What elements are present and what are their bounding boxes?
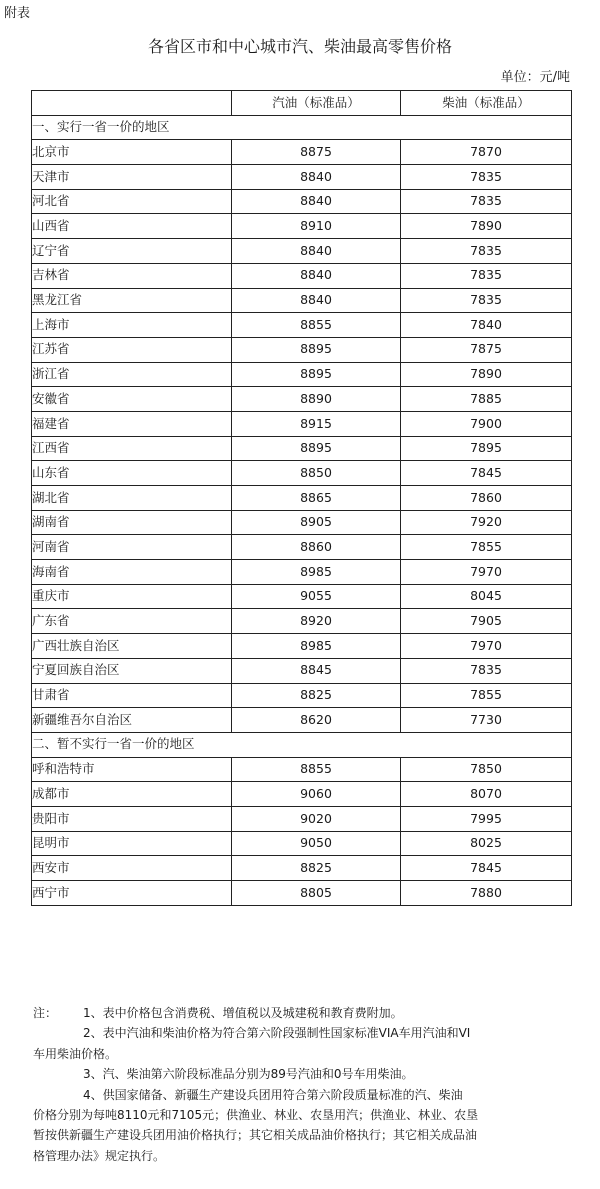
table-row [32,436,572,461]
table-row [32,683,572,708]
price-table [31,90,572,906]
region-cell: 西安市 [32,856,232,881]
region-cell: 吉林省 [32,263,232,288]
table-row [32,189,572,214]
table-row [32,461,572,486]
table-row [32,313,572,338]
region-cell: 江苏省 [32,337,232,362]
table-row [32,881,572,906]
gasoline-price-cell: 8825 [232,856,401,881]
diesel-price-cell: 7835 [401,263,572,288]
note-line: 格管理办法》规定执行。 [33,1148,166,1163]
page-title: 各省区市和中心城市汽、柴油最高零售价格 [147,37,452,56]
region-cell: 天津市 [32,165,232,190]
gasoline-price-cell: 8850 [232,461,401,486]
diesel-price-cell: 7835 [401,658,572,683]
diesel-price-cell: 7890 [401,362,572,387]
gasoline-price-cell: 8875 [232,140,401,165]
diesel-price-cell: 7860 [401,486,572,511]
gasoline-price-cell: 8890 [232,387,401,412]
region-cell: 江西省 [32,436,232,461]
section-label: 二、暂不实行一省一价的地区 [32,732,572,757]
gasoline-price-cell: 8840 [232,239,401,264]
header-gasoline: 汽油（标准品） [232,91,401,116]
table-row [32,806,572,831]
region-cell: 广东省 [32,609,232,634]
table-row [32,708,572,733]
gasoline-price-cell: 9050 [232,831,401,856]
gasoline-price-cell: 8620 [232,708,401,733]
gasoline-price-cell: 8895 [232,362,401,387]
diesel-price-cell: 7845 [401,461,572,486]
note-line: 3、汽、柴油第六阶段标准品分别为89号汽油和0号车用柴油。 [83,1067,414,1082]
note-text: 1、表中价格包含消费税、增值税以及城建税和教育费附加。 [83,1006,403,1020]
diesel-price-cell: 8025 [401,831,572,856]
region-cell: 浙江省 [32,362,232,387]
table-row [32,362,572,387]
diesel-price-cell: 7870 [401,140,572,165]
table-row [32,486,572,511]
region-cell: 湖南省 [32,510,232,535]
attachment-label: 附表 [4,6,31,21]
section-row [32,732,572,757]
gasoline-price-cell: 8845 [232,658,401,683]
region-cell: 贵阳市 [32,806,232,831]
diesel-price-cell: 7995 [401,806,572,831]
gasoline-price-cell: 8895 [232,337,401,362]
gasoline-price-cell: 8840 [232,189,401,214]
table-header-row [32,91,572,116]
table-row [32,214,572,239]
table-row [32,584,572,609]
table-row [32,510,572,535]
note-line: 暂按供新疆生产建设兵团用油价格执行；其它相关成品油价格执行；其它相关成品油 [33,1128,478,1143]
diesel-price-cell: 7895 [401,436,572,461]
region-cell: 黑龙江省 [32,288,232,313]
table-row [32,140,572,165]
region-cell: 河南省 [32,535,232,560]
gasoline-price-cell: 8905 [232,510,401,535]
table-row [32,560,572,585]
diesel-price-cell: 7900 [401,411,572,436]
table-row [32,782,572,807]
region-cell: 山西省 [32,214,232,239]
gasoline-price-cell: 9060 [232,782,401,807]
gasoline-price-cell: 8895 [232,436,401,461]
table-row [32,757,572,782]
table-row [32,831,572,856]
diesel-price-cell: 7855 [401,683,572,708]
region-cell: 宁夏回族自治区 [32,658,232,683]
diesel-price-cell: 7835 [401,288,572,313]
section-label: 一、实行一省一价的地区 [32,115,572,140]
diesel-price-cell: 7905 [401,609,572,634]
table-row [32,411,572,436]
region-cell: 海南省 [32,560,232,585]
region-cell: 广西壮族自治区 [32,634,232,659]
gasoline-price-cell: 8805 [232,881,401,906]
gasoline-price-cell: 8915 [232,411,401,436]
gasoline-price-cell: 8840 [232,288,401,313]
table-row [32,634,572,659]
diesel-price-cell: 7840 [401,313,572,338]
table-row [32,239,572,264]
diesel-price-cell: 7885 [401,387,572,412]
table-row [32,856,572,881]
section-row [32,115,572,140]
diesel-price-cell: 7855 [401,535,572,560]
gasoline-price-cell: 8840 [232,263,401,288]
diesel-price-cell: 8045 [401,584,572,609]
table-row [32,263,572,288]
region-cell: 昆明市 [32,831,232,856]
region-cell: 安徽省 [32,387,232,412]
region-cell: 重庆市 [32,584,232,609]
gasoline-price-cell: 8855 [232,313,401,338]
table-row [32,658,572,683]
note-line: 2、表中汽油和柴油价格为符合第六阶段强制性国家标准VIA车用汽油和VI [83,1026,471,1041]
header-diesel: 柴油（标准品） [401,91,572,116]
region-cell: 辽宁省 [32,239,232,264]
diesel-price-cell: 7730 [401,708,572,733]
table-row [32,288,572,313]
diesel-price-cell: 7835 [401,239,572,264]
note-line [33,1003,573,1023]
note-line: 车用柴油价格。 [33,1046,118,1061]
gasoline-price-cell: 8840 [232,165,401,190]
region-cell: 北京市 [32,140,232,165]
notes [33,1003,573,1166]
header-region [32,91,232,116]
price-table-body [32,91,572,906]
unit-label: 单位：元/吨 [500,70,570,85]
diesel-price-cell: 7835 [401,189,572,214]
diesel-price-cell: 7845 [401,856,572,881]
diesel-price-cell: 7890 [401,214,572,239]
region-cell: 湖北省 [32,486,232,511]
note-line: 4、供国家储备、新疆生产建设兵团用符合第六阶段质量标准的汽、柴油 [83,1087,463,1102]
diesel-price-cell: 7835 [401,165,572,190]
gasoline-price-cell: 8825 [232,683,401,708]
diesel-price-cell: 7970 [401,634,572,659]
region-cell: 河北省 [32,189,232,214]
region-cell: 甘肃省 [32,683,232,708]
diesel-price-cell: 7875 [401,337,572,362]
region-cell: 西宁市 [32,881,232,906]
region-cell: 新疆维吾尔自治区 [32,708,232,733]
region-cell: 山东省 [32,461,232,486]
diesel-price-cell: 7880 [401,881,572,906]
gasoline-price-cell: 9020 [232,806,401,831]
table-row [32,165,572,190]
region-cell: 成都市 [32,782,232,807]
diesel-price-cell: 7920 [401,510,572,535]
table-row [32,337,572,362]
table-row [32,387,572,412]
diesel-price-cell: 7970 [401,560,572,585]
table-row [32,609,572,634]
region-cell: 上海市 [32,313,232,338]
gasoline-price-cell: 8865 [232,486,401,511]
gasoline-price-cell: 8985 [232,634,401,659]
gasoline-price-cell: 8920 [232,609,401,634]
notes-label: 注： [33,1006,58,1020]
diesel-price-cell: 8070 [401,782,572,807]
gasoline-price-cell: 8910 [232,214,401,239]
note-line: 价格分别为每吨8110元和7105元；供渔业、林业、农垦用汽；供渔业、林业、农垦 [33,1108,479,1123]
region-cell: 福建省 [32,411,232,436]
gasoline-price-cell: 8855 [232,757,401,782]
gasoline-price-cell: 8985 [232,560,401,585]
gasoline-price-cell: 9055 [232,584,401,609]
region-cell: 呼和浩特市 [32,757,232,782]
gasoline-price-cell: 8860 [232,535,401,560]
diesel-price-cell: 7850 [401,757,572,782]
table-row [32,535,572,560]
